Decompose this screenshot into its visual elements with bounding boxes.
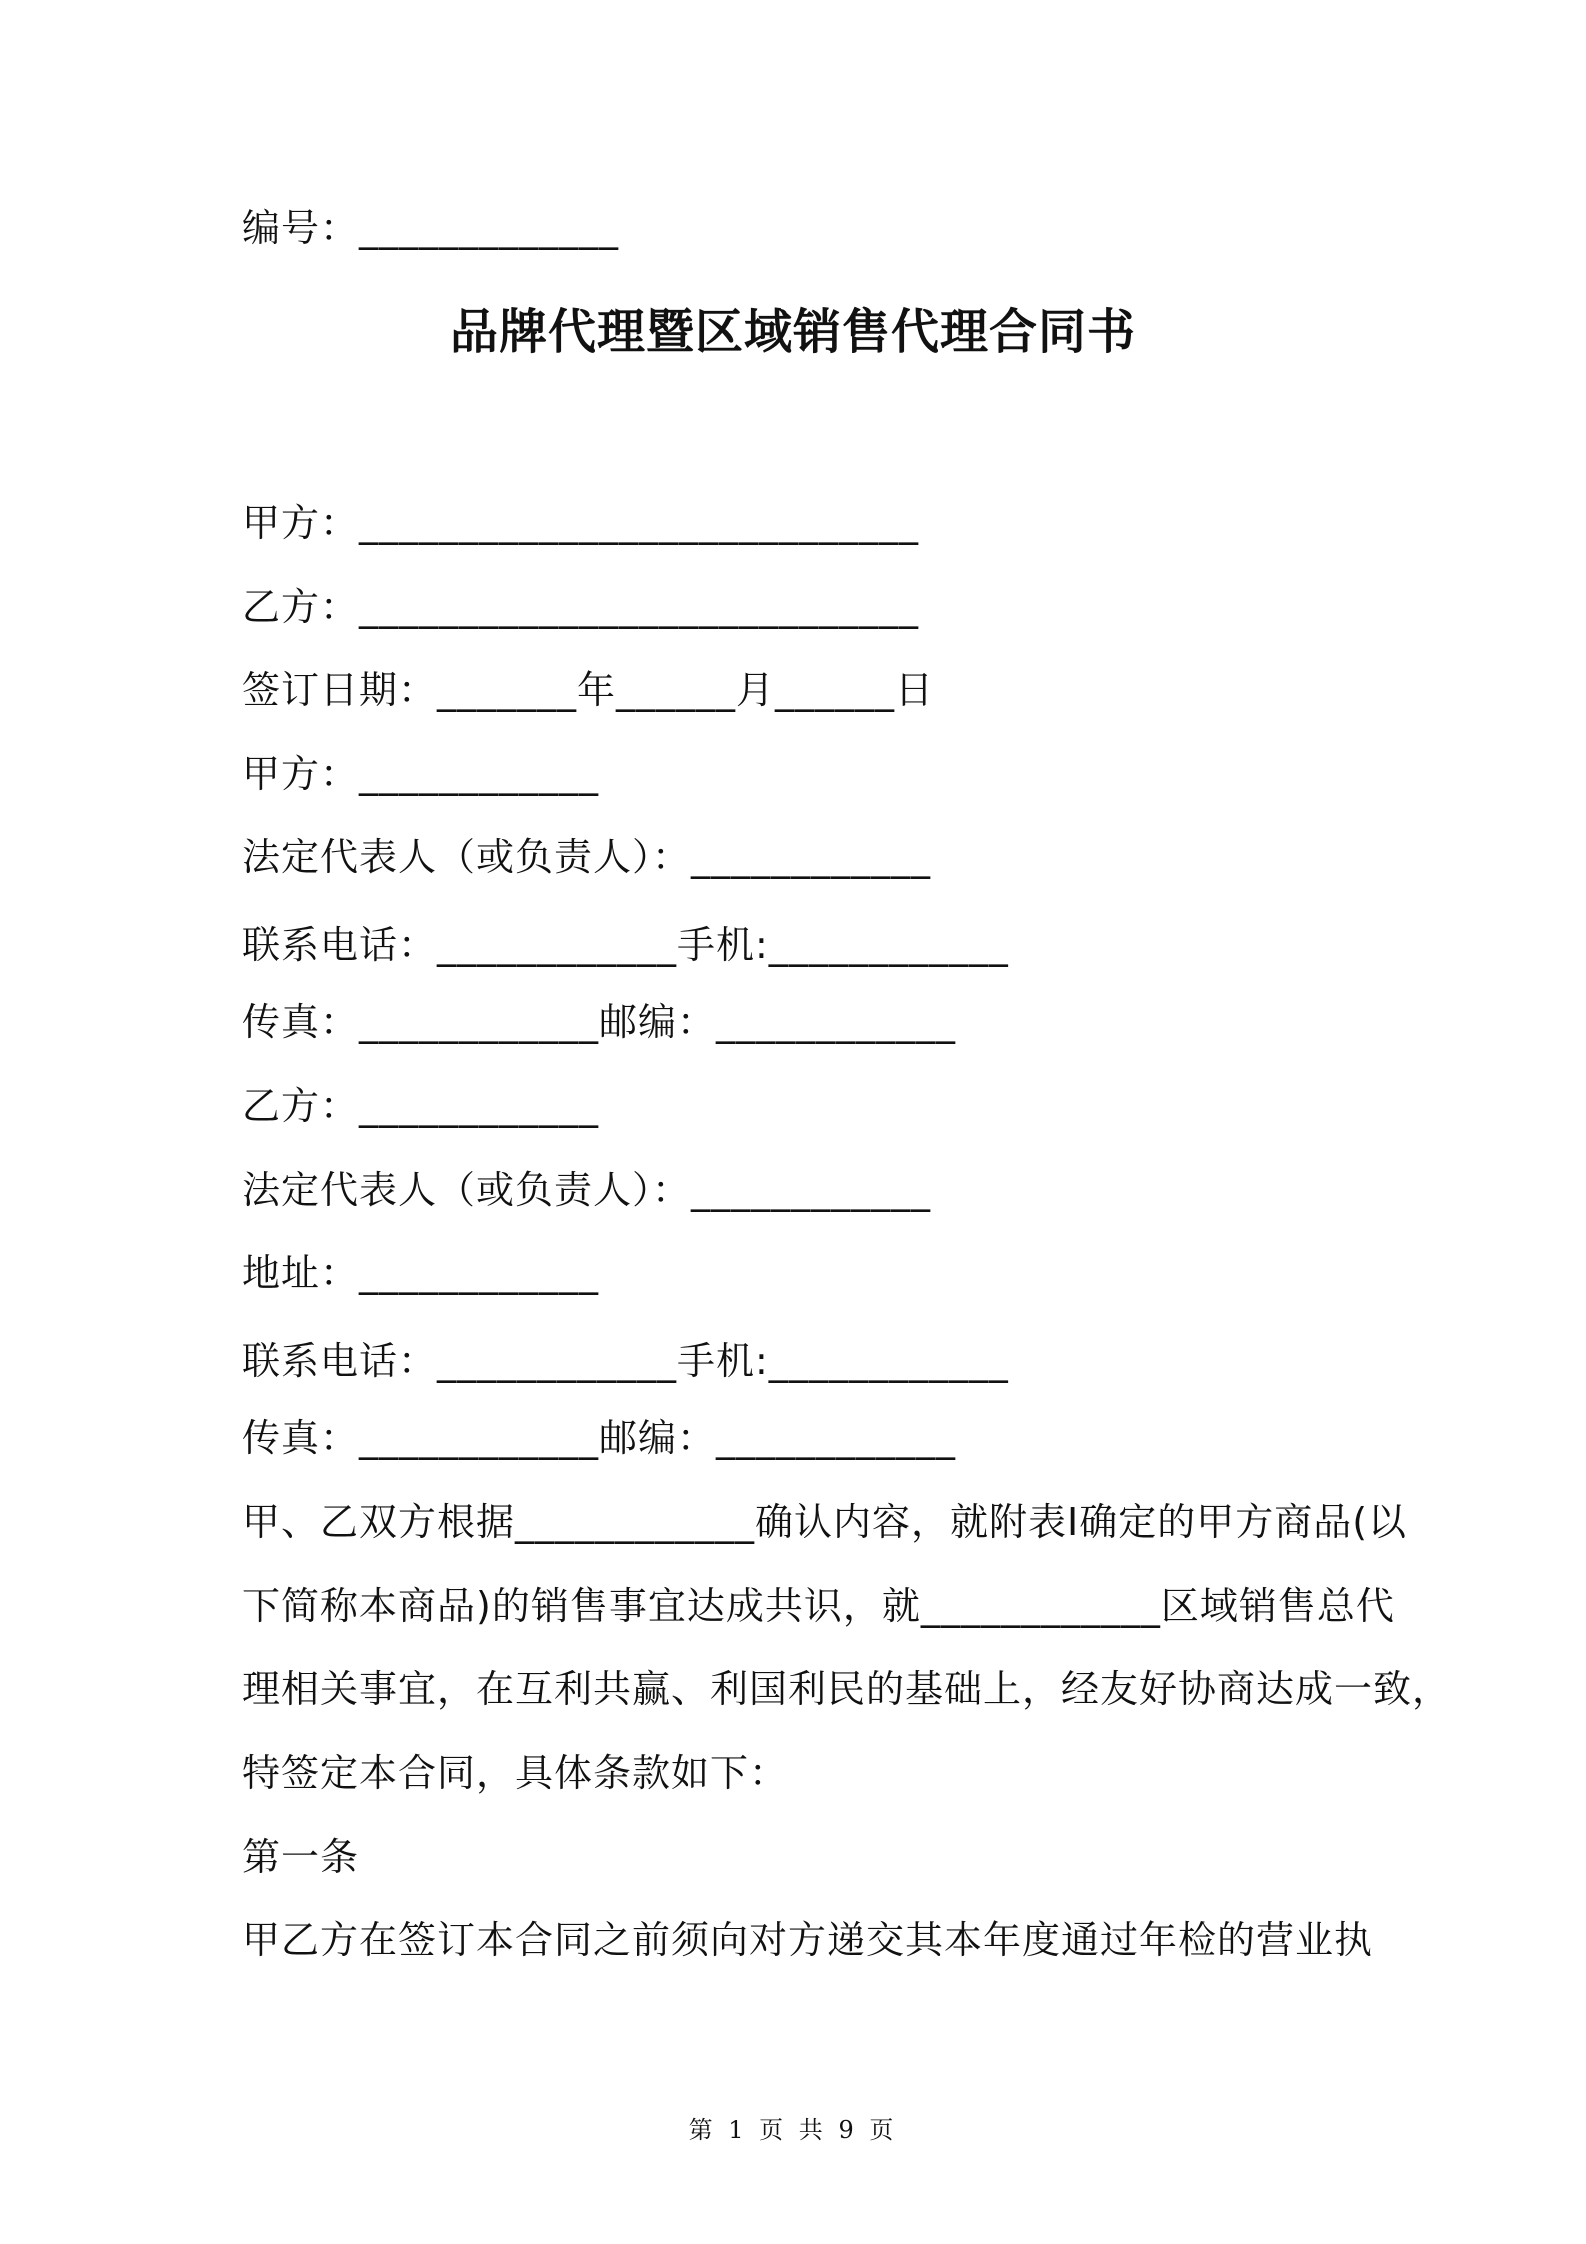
party-b-line: 乙方：____________________________ [242, 585, 920, 629]
party-a-fax-line: 传真：____________邮编：____________ [242, 1000, 957, 1044]
party-b-representative-line: 法定代表人（或负责人）：____________ [242, 1168, 932, 1212]
intro-paragraph-line-2: 下简称本商品)的销售事宜达成共识，就____________区域销售总代 [242, 1584, 1395, 1628]
intro-paragraph-line-3: 理相关事宜，在互利共赢、利国利民的基础上，经友好协商达成一致， [242, 1667, 1452, 1711]
intro-paragraph-line-4: 特签定本合同，具体条款如下： [242, 1751, 789, 1795]
party-a-phone-line: 联系电话：____________手机:____________ [242, 923, 1009, 967]
page-footer: 第 1 页 共 9 页 [688, 2116, 898, 2144]
article-1-text: 甲乙方在签订本合同之前须向对方递交其本年度通过年检的营业执 [242, 1918, 1374, 1962]
party-a-line: 甲方：____________________________ [242, 501, 920, 545]
party-b-address-line: 地址：____________ [242, 1251, 600, 1295]
intro-paragraph-line-1: 甲、乙双方根据____________确认内容，就附表Ⅰ确定的甲方商品(以 [242, 1500, 1408, 1544]
contract-title: 品牌代理暨区域销售代理合同书 [449, 304, 1136, 360]
contract-number-line: 编号：_____________ [242, 206, 620, 250]
party-b-name-line: 乙方：____________ [242, 1084, 600, 1128]
article-1-heading: 第一条 [242, 1835, 360, 1879]
party-b-phone-line: 联系电话：____________手机:____________ [242, 1339, 1009, 1383]
party-b-fax-line: 传真：____________邮编：____________ [242, 1416, 957, 1460]
party-a-representative-line: 法定代表人（或负责人）：____________ [242, 835, 932, 879]
party-a-name-line: 甲方：____________ [242, 752, 600, 796]
sign-date-line: 签订日期：_______年______月______日 [242, 668, 935, 712]
